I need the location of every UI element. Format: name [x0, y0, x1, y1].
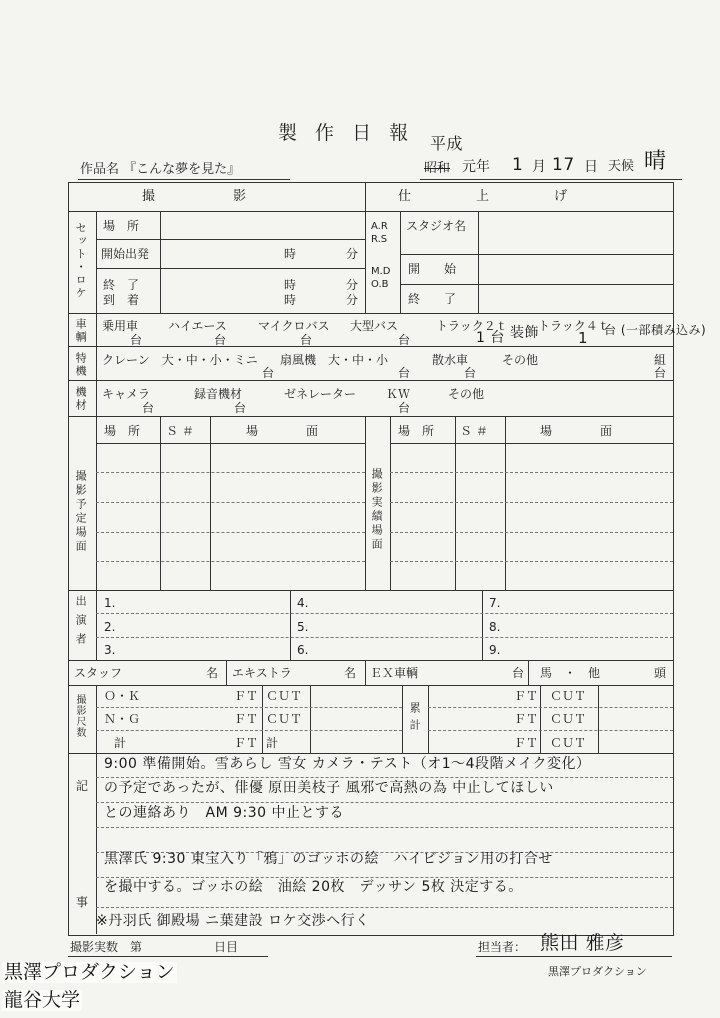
work-title: 作品名 『こんな夢を見た』	[80, 162, 241, 177]
staff-mei: 名	[206, 666, 219, 680]
archive-label-line2: 龍谷大学	[4, 989, 81, 1011]
col-line	[96, 211, 97, 313]
weather-value: 晴	[644, 149, 667, 174]
col-line	[310, 685, 311, 753]
row-line	[96, 443, 365, 444]
vehicle-microbus: マイクロバス	[258, 319, 330, 333]
scene-s-right: Ｓ ＃	[460, 424, 488, 438]
setloca-start: 開 始	[408, 262, 457, 276]
equipment-camera-unit: 台	[142, 401, 155, 415]
col-line	[598, 685, 599, 753]
setloca-ji-2: 時	[284, 278, 297, 292]
setloca-ji-1: 時	[284, 247, 297, 261]
col-line	[96, 590, 97, 660]
work-title-underline	[78, 179, 290, 180]
form-title: 製 作 日 報	[278, 122, 415, 144]
notes-dash-row	[96, 877, 673, 878]
row-line	[68, 416, 673, 417]
equipment-sound: 録音機材	[194, 387, 243, 401]
vehicle-truck2-count: 1 台	[476, 330, 505, 346]
setloca-depart: 開始出発	[101, 247, 150, 261]
vehicles-side-label: 車輌	[74, 318, 88, 344]
special-set-unit: 台	[654, 366, 667, 380]
date-day-value: 17	[552, 155, 575, 175]
row-line	[68, 753, 673, 754]
note-line-1: 9:00 準備開始。雪あらし 雪女 カメラ・テスト（オ1〜4段階メイク変化）	[104, 756, 591, 772]
staff-ex-unit: 台	[512, 666, 525, 680]
footage-total2: 計	[266, 736, 279, 750]
row-line	[68, 590, 673, 591]
special-other: その他	[502, 353, 539, 367]
archive-label-line1: 黒澤プロダクション	[4, 961, 175, 983]
notes-dash-row	[96, 827, 673, 828]
notes-dash-row	[96, 777, 673, 778]
row-line	[96, 268, 365, 269]
setloca-arrive: 到 着	[103, 293, 140, 307]
equipment-other: その他	[448, 387, 485, 401]
note-line-4: 黒澤氏 9:30 東宝入り「鴉」のゴッホの絵 ハイビジョン用の打合せ	[104, 851, 553, 867]
footage-dash-row	[428, 707, 673, 708]
footage-ft-r1: ＦＴ	[514, 689, 539, 703]
setloca-fun-3: 分	[346, 293, 359, 307]
footer-company: 黒澤プロダクション	[548, 965, 647, 978]
scene-place-left: 場 所	[104, 424, 141, 438]
note-line-6: ※丹羽氏 御殿場 ニ葉建設 ロケ交渉へ行く	[96, 913, 370, 929]
footer-underline-right	[476, 956, 672, 957]
setloca-studio: スタジオ名	[406, 219, 467, 233]
section-shooting: 撮 影	[142, 189, 247, 204]
col-line	[482, 590, 483, 660]
date-month-label: 月	[532, 159, 546, 175]
scene-planned-side: 撮影予定場面	[74, 470, 88, 554]
col-line	[96, 313, 97, 416]
vehicle-bigbus-unit: 台	[398, 333, 411, 347]
footage-ok: Ｏ・Ｋ	[104, 689, 141, 703]
staff-head: 頭	[654, 666, 667, 680]
footage-ft-3: ＦＴ	[234, 736, 259, 750]
footage-cut-2: ＣＵＴ	[266, 712, 303, 726]
scene-scene-right: 場 面	[540, 424, 613, 438]
footer-underline-left	[68, 956, 268, 957]
vehicle-passenger: 乗用車	[102, 319, 139, 333]
scene-dash-row	[390, 561, 673, 562]
cast-slot-2: 2.	[104, 620, 116, 634]
special-sprinkler-unit: 台	[464, 366, 477, 380]
footage-cumulative: 累計	[408, 702, 422, 736]
cast-slot-1: 1.	[104, 596, 116, 610]
col-line	[528, 660, 529, 685]
scene-dash-row	[96, 472, 365, 473]
notes-side-bottom: 事	[76, 895, 89, 909]
setloca-ar-rs: A.R R.S	[371, 221, 388, 245]
col-line	[428, 685, 429, 753]
staff-extra-mei: 名	[344, 666, 357, 680]
footage-cut-1: ＣＵＴ	[266, 689, 303, 703]
footer-person-label: 担当者：	[478, 940, 527, 954]
special-sprinkler: 散水車	[432, 353, 469, 367]
col-line	[478, 211, 479, 313]
vehicle-hiace: ハイエース	[168, 319, 227, 333]
scene-s-left: Ｓ ＃	[166, 424, 194, 438]
row-line	[68, 660, 673, 661]
col-line	[160, 211, 161, 313]
col-line	[290, 590, 291, 660]
row-line	[68, 380, 673, 381]
col-line	[365, 660, 366, 685]
col-line	[400, 211, 401, 313]
footage-dash-row	[96, 730, 402, 731]
setloca-end: 終 了	[103, 278, 140, 292]
footage-total: 計	[114, 736, 127, 750]
row-line	[400, 254, 673, 255]
cast-dash-row	[96, 637, 673, 638]
note-line-5: を撮中する。ゴッホの絵 油絵 20枚 デッサン 5枚 決定する。	[104, 879, 523, 895]
footage-cut-r1: ＣＵＴ	[550, 689, 587, 703]
cast-slot-5: 5.	[297, 620, 309, 634]
setloca-fun-1: 分	[346, 247, 359, 261]
setloca-md-ob: M.D O.B	[371, 266, 391, 290]
equipment-kw-unit: 台	[398, 401, 411, 415]
row-line	[68, 211, 673, 212]
footage-ft-r2: ＦＴ	[514, 712, 539, 726]
scene-dash-row	[390, 502, 673, 503]
section-finishing: 仕 上 げ	[398, 189, 568, 204]
equipment-kw: ＫＷ	[386, 387, 411, 401]
footage-cut-r3: ＣＵＴ	[550, 736, 587, 750]
scene-dash-row	[96, 561, 365, 562]
vehicle-truck4-count: 1	[578, 329, 589, 347]
scene-dash-row	[96, 502, 365, 503]
cast-slot-9: 9.	[489, 643, 501, 657]
staff-extra: エキストラ	[232, 666, 292, 680]
vehicle-bigbus: 大型バス	[350, 319, 399, 333]
footage-side-label: 撮影尺数	[74, 694, 85, 738]
cast-slot-4: 4.	[297, 596, 309, 610]
date-day-label: 日	[584, 159, 598, 175]
vehicle-truck2-note: 装飾	[510, 325, 539, 341]
special-crane: クレーン 大・中・小・ミニ	[102, 353, 258, 367]
note-line-2: の予定であったが、俳優 原田美枝子 風邪で高熱の為 中止してほしい	[104, 780, 554, 796]
footage-dash-row	[428, 730, 673, 731]
setloca-side-label: セット・ロケ	[74, 222, 88, 300]
footage-dash-row	[96, 707, 402, 708]
cast-slot-6: 6.	[297, 643, 309, 657]
row-line	[390, 443, 673, 444]
setloca-fun-2: 分	[346, 278, 359, 292]
setloca-finish: 終 了	[408, 292, 457, 306]
staff-ex-vehicle: ＥＸ車輌	[370, 666, 419, 680]
cast-slot-7: 7.	[489, 596, 501, 610]
setloca-ji-3: 時	[284, 293, 297, 307]
scene-place-right: 場 所	[398, 424, 435, 438]
scene-actual-side: 撮影実績場面	[370, 468, 384, 552]
equipment-camera: キャメラ	[102, 387, 151, 401]
equipment-generator: ゼネレーター	[284, 387, 357, 401]
notes-dash-row	[96, 802, 673, 803]
vehicle-truck4-note: 台 (一部積み込み)	[604, 323, 707, 337]
scene-dash-row	[390, 532, 673, 533]
weather-label: 天候	[608, 159, 635, 174]
scene-dash-row	[390, 472, 673, 473]
cast-slot-3: 3.	[104, 643, 116, 657]
col-line	[540, 685, 541, 753]
scene-scene-left: 場 面	[246, 424, 319, 438]
vehicle-passenger-unit: 台	[130, 333, 143, 347]
vehicle-microbus-unit: 台	[300, 333, 313, 347]
footage-ft-2: ＦＴ	[234, 712, 259, 726]
scene-dash-row	[96, 532, 365, 533]
col-line	[365, 416, 366, 590]
era-handwritten: 平成	[430, 134, 464, 153]
setloca-place: 場 所	[103, 219, 140, 233]
row-line	[68, 313, 673, 314]
special-set: 組	[654, 353, 667, 367]
footage-ng: Ｎ・Ｇ	[104, 712, 141, 726]
footage-cut-r2: ＣＵＴ	[550, 712, 587, 726]
row-line	[96, 239, 365, 240]
special-side-label: 特機	[74, 352, 88, 378]
date-underline	[420, 179, 682, 180]
staff-label: スタッフ	[74, 666, 123, 680]
notes-side-top: 記	[76, 779, 89, 793]
cast-slot-8: 8.	[489, 620, 501, 634]
form-frame	[68, 182, 674, 936]
equipment-sound-unit: 台	[234, 401, 247, 415]
equipment-side-label: 機材	[74, 386, 88, 412]
vehicle-hiace-unit: 台	[214, 333, 227, 347]
cast-dash-row	[96, 613, 673, 614]
row-line	[400, 284, 673, 285]
col-line	[226, 660, 227, 685]
date-year: 元年	[462, 159, 490, 175]
vehicle-truck2: トラック２ｔ	[436, 319, 508, 333]
vehicle-truck4: トラック４ｔ	[538, 319, 610, 333]
col-line	[402, 685, 403, 753]
special-fan-unit: 台	[398, 366, 411, 380]
date-month-value: 1	[512, 155, 524, 175]
special-crane-unit: 台	[262, 366, 275, 380]
col-line	[262, 685, 263, 753]
staff-horse: 馬 ・ 他	[540, 666, 601, 680]
note-line-3: との連絡あり AM 9:30 中止とする	[104, 805, 344, 821]
footer-shooting-days: 撮影実数 第	[70, 940, 143, 954]
row-line	[68, 685, 673, 686]
footage-ft-r3: ＦＴ	[514, 736, 539, 750]
footer-day-suffix: 日目	[214, 940, 239, 954]
footage-ft-1: ＦＴ	[234, 689, 259, 703]
era-printed: 昭和	[424, 161, 451, 176]
col-line	[96, 685, 97, 753]
col-line	[365, 182, 366, 313]
cast-side-label: 出演者	[74, 595, 88, 652]
notes-dash-row	[96, 907, 673, 908]
special-fan: 扇風機 大・中・小	[280, 353, 389, 367]
footer-person-name: 熊田 雅彦	[540, 932, 625, 954]
